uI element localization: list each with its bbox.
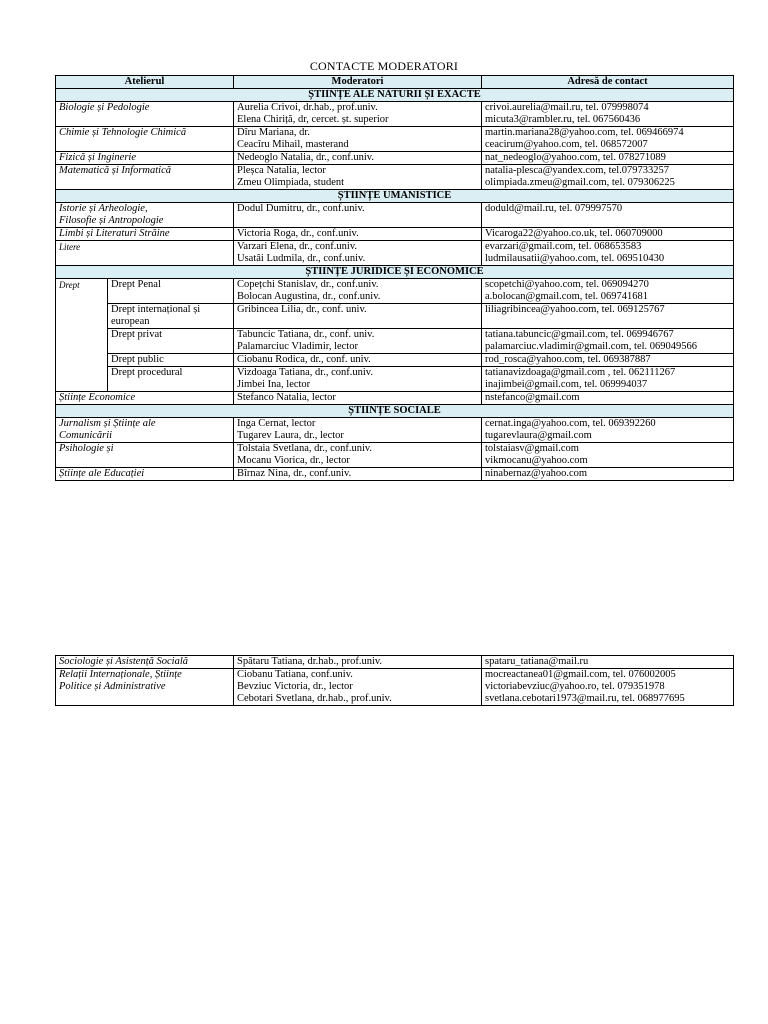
section-row xyxy=(56,405,734,418)
table-row xyxy=(56,443,734,468)
table-row xyxy=(56,241,734,266)
atelier-cell: Relații Internaționale, Științe Politice și Administrative xyxy=(56,669,234,706)
table-row xyxy=(56,354,734,367)
moderator-cell: Nedeoglo Natalia, dr., conf.univ. xyxy=(234,152,482,165)
atelier-cell: Științe ale Educației xyxy=(56,468,234,481)
section-title: ȘTIINȚE UMANISTICE xyxy=(56,190,734,203)
atelier-cell: Litere xyxy=(56,241,234,266)
table-row xyxy=(56,656,734,669)
atelier-cell: Matematică și Informatică xyxy=(56,165,234,190)
contact-cell: doduld@mail.ru, tel. 079997570 xyxy=(482,203,734,228)
section-row xyxy=(56,266,734,279)
table-row xyxy=(56,228,734,241)
moderator-cell: Victoria Roga, dr., conf.univ. xyxy=(234,228,482,241)
table-row xyxy=(56,304,734,329)
table-row xyxy=(56,392,734,405)
section-row xyxy=(56,89,734,102)
table-row xyxy=(56,165,734,190)
subatelier-cell: Drept privat xyxy=(108,329,234,354)
atelier-cell: Jurnalism și Științe ale Comunicării xyxy=(56,418,234,443)
section-title: ȘTIINȚE ALE NATURII ȘI EXACTE xyxy=(56,89,734,102)
table-row xyxy=(56,203,734,228)
contact-cell: tatiana.tabuncic@gmail.com, tel. 069946767 palamarciuc.vladimir@gmail.com, tel. 069049566 xyxy=(482,329,734,354)
table-row xyxy=(56,102,734,127)
atelier-cell: Sociologie și Asistență Socială xyxy=(56,656,234,669)
moderator-cell: Tabuncic Tatiana, dr., conf. univ. Palamarciuc Vladimir, lector xyxy=(234,329,482,354)
table-row xyxy=(56,367,734,392)
atelier-cell: Biologie și Pedologie xyxy=(56,102,234,127)
moderator-cell: Inga Cernat, lector Tugarev Laura, dr., lector xyxy=(234,418,482,443)
section-row xyxy=(56,190,734,203)
moderator-cell: Dîru Mariana, dr. Ceacîru Mihail, masterand xyxy=(234,127,482,152)
atelier-cell: Limbi și Literaturi Străine xyxy=(56,228,234,241)
page-title: CONTACTE MODERATORI xyxy=(309,59,459,73)
atelier-cell: Psihologie și xyxy=(56,443,234,468)
contact-cell: nstefanco@gmail.com xyxy=(482,392,734,405)
moderator-cell: Pleșca Natalia, lector Zmeu Olimpiada, student xyxy=(234,165,482,190)
section-title: ȘTIINȚE SOCIALE xyxy=(56,405,734,418)
atelier-cell: Fizică și Inginerie xyxy=(56,152,234,165)
contact-cell: crivoi.aurelia@mail.ru, tel. 079998074 micuta3@rambler.ru, tel. 067560436 xyxy=(482,102,734,127)
atelier-cell: Chimie și Tehnologie Chimică xyxy=(56,127,234,152)
atelier-cell: Istorie și Arheologie, Filosofie și Antropologie xyxy=(56,203,234,228)
header-moderatori: Moderatori xyxy=(234,76,482,89)
contact-cell: spataru_tatiana@mail.ru xyxy=(482,656,734,669)
moderators-table xyxy=(55,75,734,481)
contact-cell: evarzari@gmail.com, tel. 068653583 ludmilausatii@yahoo.com, tel. 069510430 xyxy=(482,241,734,266)
table-row xyxy=(56,127,734,152)
moderator-cell: Dodul Dumitru, dr., conf.univ. xyxy=(234,203,482,228)
subatelier-cell: Drept internațional și european xyxy=(108,304,234,329)
contact-cell: nat_nedeoglo@yahoo.com, tel. 078271089 xyxy=(482,152,734,165)
section-title: ȘTIINȚE JURIDICE ȘI ECONOMICE xyxy=(56,266,734,279)
header-atelier: Atelierul xyxy=(56,76,234,89)
subatelier-cell: Drept public xyxy=(108,354,234,367)
atelier-cell: Drept xyxy=(56,279,108,392)
contact-cell: natalia-plesca@yandex.com, tel.079733257 olimpiada.zmeu@gmail.com, tel. 079306225 xyxy=(482,165,734,190)
contact-cell: scopetchi@yahoo.com, tel. 069094270 a.bolocan@gmail.com, tel. 069741681 xyxy=(482,279,734,304)
header-adresa: Adresă de contact xyxy=(482,76,734,89)
moderator-cell: Stefanco Natalia, lector xyxy=(234,392,482,405)
contact-cell: liliagribincea@yahoo.com, tel. 069125767 xyxy=(482,304,734,329)
table-row xyxy=(56,329,734,354)
contact-cell: tolstaiasv@gmail.com vikmocanu@yahoo.com xyxy=(482,443,734,468)
contact-cell: tatianavizdoaga@gmail.com , tel. 062111267 inajimbei@gmail.com, tel. 069994037 xyxy=(482,367,734,392)
table-row xyxy=(56,418,734,443)
moderator-cell: Ciobanu Tatiana, conf.univ. Bevziuc Victoria, dr., lector Cebotari Svetlana, dr.hab., prof.univ. xyxy=(234,669,482,706)
moderator-cell: Varzari Elena, dr., conf.univ. Usatâi Ludmila, dr., conf.univ. xyxy=(234,241,482,266)
atelier-cell: Științe Economice xyxy=(56,392,234,405)
contact-cell: martin.mariana28@yahoo.com, tel. 069466974 ceacirum@yahoo.com, tel. 068572007 xyxy=(482,127,734,152)
table-row xyxy=(56,152,734,165)
moderator-cell: Copețchi Stanislav, dr., conf.univ. Bolocan Augustina, dr., conf.univ. xyxy=(234,279,482,304)
contact-cell: rod_rosca@yahoo.com, tel. 069387887 xyxy=(482,354,734,367)
table-row xyxy=(56,279,734,304)
moderators-table-continued xyxy=(55,655,734,706)
moderator-cell: Ciobanu Rodica, dr., conf. univ. xyxy=(234,354,482,367)
contact-cell: Vicaroga22@yahoo.co.uk, tel. 060709000 xyxy=(482,228,734,241)
moderator-cell: Tolstaia Svetlana, dr., conf.univ. Mocanu Viorica, dr., lector xyxy=(234,443,482,468)
moderator-cell: Aurelia Crivoi, dr.hab., prof.univ. Elena Chiriță, dr, cercet. șt. superior xyxy=(234,102,482,127)
moderator-cell: Spătaru Tatiana, dr.hab., prof.univ. xyxy=(234,656,482,669)
moderator-cell: Gribincea Lilia, dr., conf. univ. xyxy=(234,304,482,329)
table-header-row xyxy=(56,76,734,89)
moderator-cell: Bîrnaz Nina, dr., conf.univ. xyxy=(234,468,482,481)
contact-cell: cernat.inga@yahoo.com, tel. 069392260 tugarevlaura@gmail.com xyxy=(482,418,734,443)
contact-cell: ninabernaz@yahoo.com xyxy=(482,468,734,481)
table-row xyxy=(56,669,734,706)
table-row xyxy=(56,468,734,481)
contact-cell: mocreactanea01@gmail.com, tel. 076002005 victoriabevziuc@yahoo.ro, tel. 079351978 svetlana.cebotari1973@mail.ru, tel. 068977695 xyxy=(482,669,734,706)
moderator-cell: Vizdoaga Tatiana, dr., conf.univ. Jimbei Ina, lector xyxy=(234,367,482,392)
subatelier-cell: Drept Penal xyxy=(108,279,234,304)
subatelier-cell: Drept procedural xyxy=(108,367,234,392)
